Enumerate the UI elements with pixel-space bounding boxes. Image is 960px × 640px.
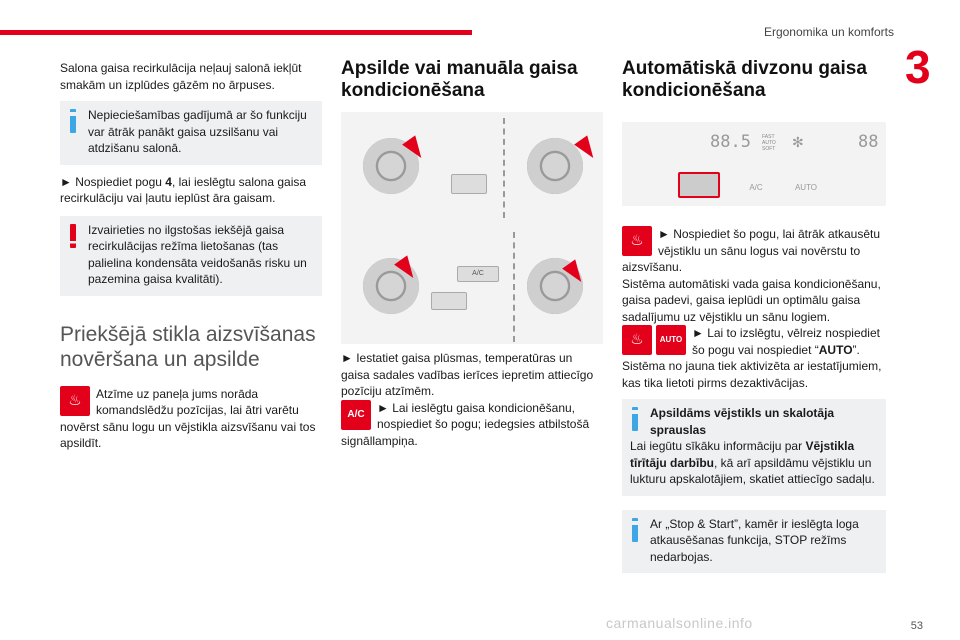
ac-button: A/C (749, 183, 763, 192)
auto-controls-figure (622, 122, 886, 206)
recirculation-intro: Salona gaisa recirkulācija neļauj salonā iekļūt smakām un izplūdes gāzēm no ārpuses. (60, 61, 302, 92)
manual-controls-figure (341, 112, 603, 344)
header-accent-bar (0, 30, 472, 35)
manual-ac-instruction: ► Iestatiet gaisa plūsmas, temperatūras un gaisa sadales vadības ierīces iepretim attiecīgo pozīciju atzīmēm. (341, 351, 594, 398)
ac-button: A/C (457, 266, 499, 282)
manual-ac-heading: Apsilde vai manuāla gaisa kondicionēšana (341, 58, 578, 101)
divider (503, 118, 505, 218)
recirculation-button (431, 292, 467, 310)
column-1 (60, 60, 322, 452)
section-title: Ergonomika un komforts (763, 25, 894, 39)
fan-icon: ✻ (792, 134, 804, 150)
chapter-number: 3 (905, 41, 931, 93)
column-2 (341, 58, 603, 102)
windscreen-defrost-button (678, 172, 720, 198)
ac-paragraph: A/C ► Lai ieslēgtu gaisa kondicionēšanu, nospiediet šo pogu; iedegsies atbilstošā signāllampiņa. (341, 400, 590, 448)
info-note-recirculation (60, 101, 322, 165)
column-2-text (341, 350, 603, 449)
recirculation-button (451, 174, 487, 194)
reactivation-text: Sistēma no jauna tiek aktivizēta ar iestatījumiem, kas tika lietoti pirms dezaktivācijas. (622, 359, 882, 390)
page-number: 53 (910, 620, 923, 632)
auto-system-description: Sistēma automātiski vada gaisa kondicionēšanu, gaisa padevi, gaisa ieplūdi un optimālu gaisa sadalījumu uz vējstiklu un sānu logiem. (622, 276, 881, 324)
defrost-heading: Priekšējā stikla aizsvīšanas novēršana un apsilde (60, 322, 316, 371)
auto-button: AUTO (794, 183, 818, 192)
divider (513, 232, 515, 342)
deactivate-instruction: ♨ AUTO ► Lai to izslēgtu, vēlreiz nospiediet šo pogu vai nospiediet “AUTO”. (622, 325, 886, 358)
info-icon (632, 518, 638, 542)
warning-icon (70, 224, 76, 248)
column-3 (622, 58, 886, 102)
defrost-icon: ♨ (622, 325, 652, 355)
info-note-text: Ar „Stop & Start”, kamēr ir ieslēgta loga atkausēšanas funkcija, STOP režīms nedarbojas. (650, 516, 859, 564)
recirculation-instruction: ► Nospiediet pogu 4, lai ieslēgtu salona gaisa recirkulāciju vai ļautu ieplūst āra gaisam. (60, 174, 307, 205)
defrost-icon: ♨ (622, 226, 652, 256)
defrost-icon: ♨ (60, 386, 90, 416)
auto-icon: AUTO (656, 325, 686, 355)
display-modes: FAST AUTO SOFT (762, 134, 776, 152)
warning-note-recirculation (60, 216, 322, 296)
info-note-stop-start (622, 510, 886, 574)
info-note-text: Nepieciešamības gadījumā ar šo funkciju var ātrāk panākt gaisa uzsilšanu vai atdzišanu salonā. (88, 108, 307, 155)
ac-icon: A/C (341, 400, 371, 430)
defrost-instruction: ♨ ► Nospiediet šo pogu, lai ātrāk atkausētu vējstiklu un sānu logus vai novērstu to aizsvīšanu. (622, 227, 881, 274)
watermark: carmanualsonline.info (606, 615, 753, 631)
warning-note-text: Izvairieties no ilgstošas iekšējā gaisa recirkulācijas režīma lietošanas (tas palielina kondensāta veidošanās risku un pazemina gaisa kvalitāti). (88, 222, 307, 286)
display-left: 88.5 (710, 132, 751, 152)
info-icon (70, 109, 76, 133)
auto-ac-heading: Automātiskā divzonu gaisa kondicionēšana (622, 58, 867, 101)
info-note-title: Apsildāms vējstikls un skalotāja sprauslas (650, 406, 835, 437)
column-3-text (622, 226, 886, 573)
defrost-paragraph: ♨ Atzīme uz paneļa jums norāda komandslēdžu pozīcijas, lai ātri varētu novērst sānu logu un vējstikla aizsvīšanu vai tos apsildīt. (60, 386, 316, 450)
info-note-heated-windscreen: Apsildāms vējstikls un skalotāja sprauslas Lai iegūtu sīkāku informāciju par Vējstikla tīrītāju darbību, kā arī apsildāmu vējstiklu un lukturu apskalotājiem, skatiet attiecīgo sadaļu. (622, 399, 886, 496)
display-right: 88 (858, 132, 879, 152)
info-icon (632, 407, 638, 431)
